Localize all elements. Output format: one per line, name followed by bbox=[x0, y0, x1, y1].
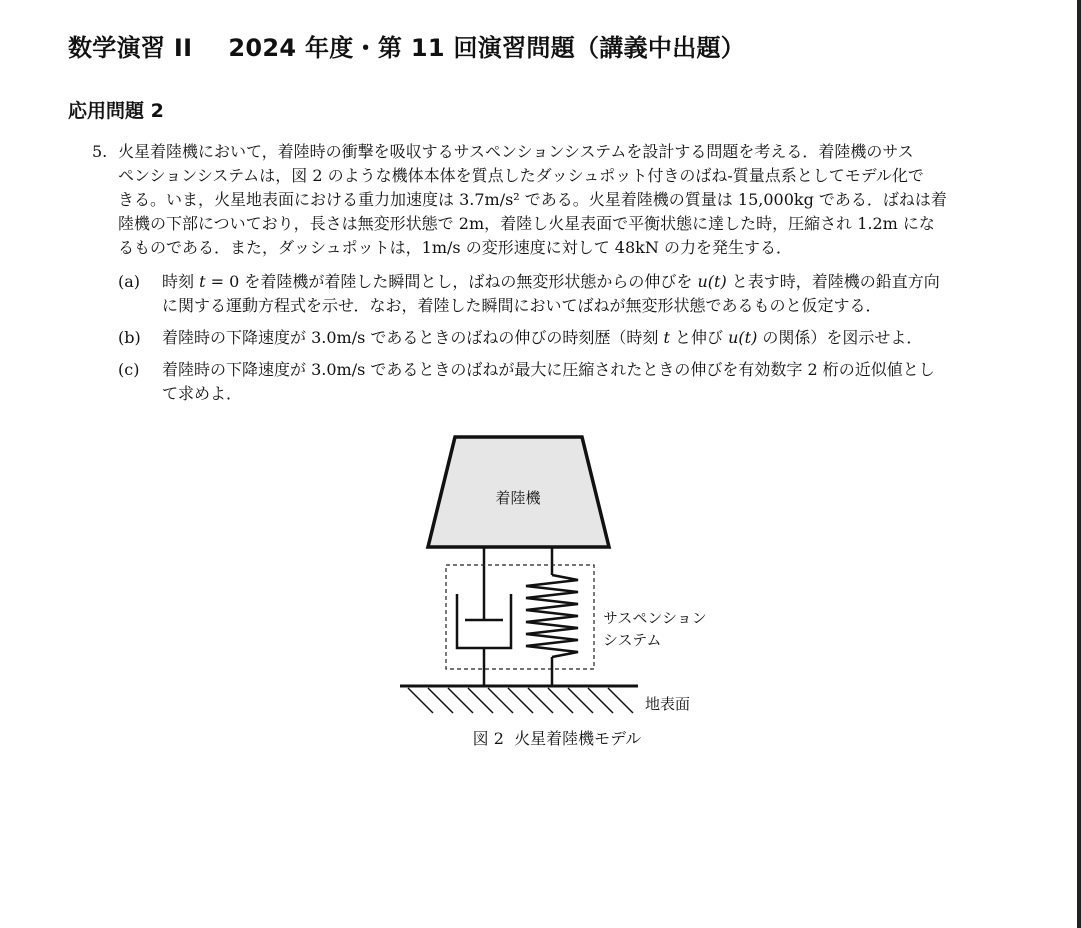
text-span: 時刻 bbox=[162, 272, 200, 291]
section-title: 応用問題 2 bbox=[68, 100, 164, 122]
subquestion-a-cont: に関する運動方程式を示せ．なお，着陸した瞬間においてばねが無変形状態であるものと仮定する． bbox=[162, 296, 882, 315]
ground-hatching bbox=[408, 688, 633, 713]
problem-line: 陸機の下部についており，長さは無変形状態で 2m，着陸し火星表面で平衡状態に達した時，圧縮され 1.2m にな bbox=[118, 214, 935, 233]
math-func: u(t) bbox=[728, 328, 758, 347]
text-span: 着陸時の下降速度が 3.0m/s であるときのばねの伸びの時刻歴（時刻 bbox=[162, 328, 664, 347]
text-span: の関係）を図示せよ． bbox=[757, 328, 923, 347]
problem-number: 5. bbox=[92, 142, 108, 161]
text-span: と伸び bbox=[669, 328, 729, 347]
math-func: u(t) bbox=[697, 272, 727, 291]
lander-label: 着陸機 bbox=[495, 489, 541, 507]
spring bbox=[526, 575, 578, 657]
suspension-label-1: サスペンション bbox=[603, 609, 707, 627]
session-title: 2024 年度・第 11 回演習問題（講義中出題） bbox=[228, 34, 746, 62]
problem-line: ペンションシステムは，図 2 のような機体本体を質点したダッシュポット付きのばね-質量点系としてモデル化で bbox=[118, 166, 924, 185]
math-var: t bbox=[199, 272, 206, 291]
text-span: 着陸時の下降速度が 3.0m/s であるときのばねが最大に圧縮されたときの伸びを有効数字 2 桁の近似値とし bbox=[162, 360, 935, 379]
problem-text: 火星着陸機において，着陸時の衝撃を吸収するサスペンションシステムを設計する問題を考える．着陸機のサス bbox=[118, 142, 914, 161]
subquestion-c-cont: て求めよ． bbox=[162, 384, 243, 403]
problem-line: きる。いま，火星地表面における重力加速度は 3.7m/s² である。火星着陸機の質量は 15,000kg である．ばねは着 bbox=[118, 190, 947, 209]
text-span: = 0 を着陸機が着陸した瞬間とし，ばねの無変形状態からの伸びを bbox=[205, 272, 698, 291]
suspension-label-2: システム bbox=[603, 631, 662, 649]
figure-caption: 図 2 火星着陸機モデル bbox=[472, 729, 642, 748]
problem-line: るものである．また，ダッシュポットは，1m/s の変形速度に対して 48kN の力を発生する． bbox=[118, 238, 792, 257]
math-var: t bbox=[663, 328, 670, 347]
ground-label: 地表面 bbox=[645, 695, 691, 713]
subquestion-label: (a) bbox=[118, 272, 141, 291]
subquestion-label: (c) bbox=[118, 360, 140, 379]
text-span: と表す時，着陸機の鉛直方向 bbox=[726, 272, 940, 291]
subquestion-label: (b) bbox=[118, 328, 141, 347]
course-title: 数学演習 II bbox=[68, 34, 193, 62]
